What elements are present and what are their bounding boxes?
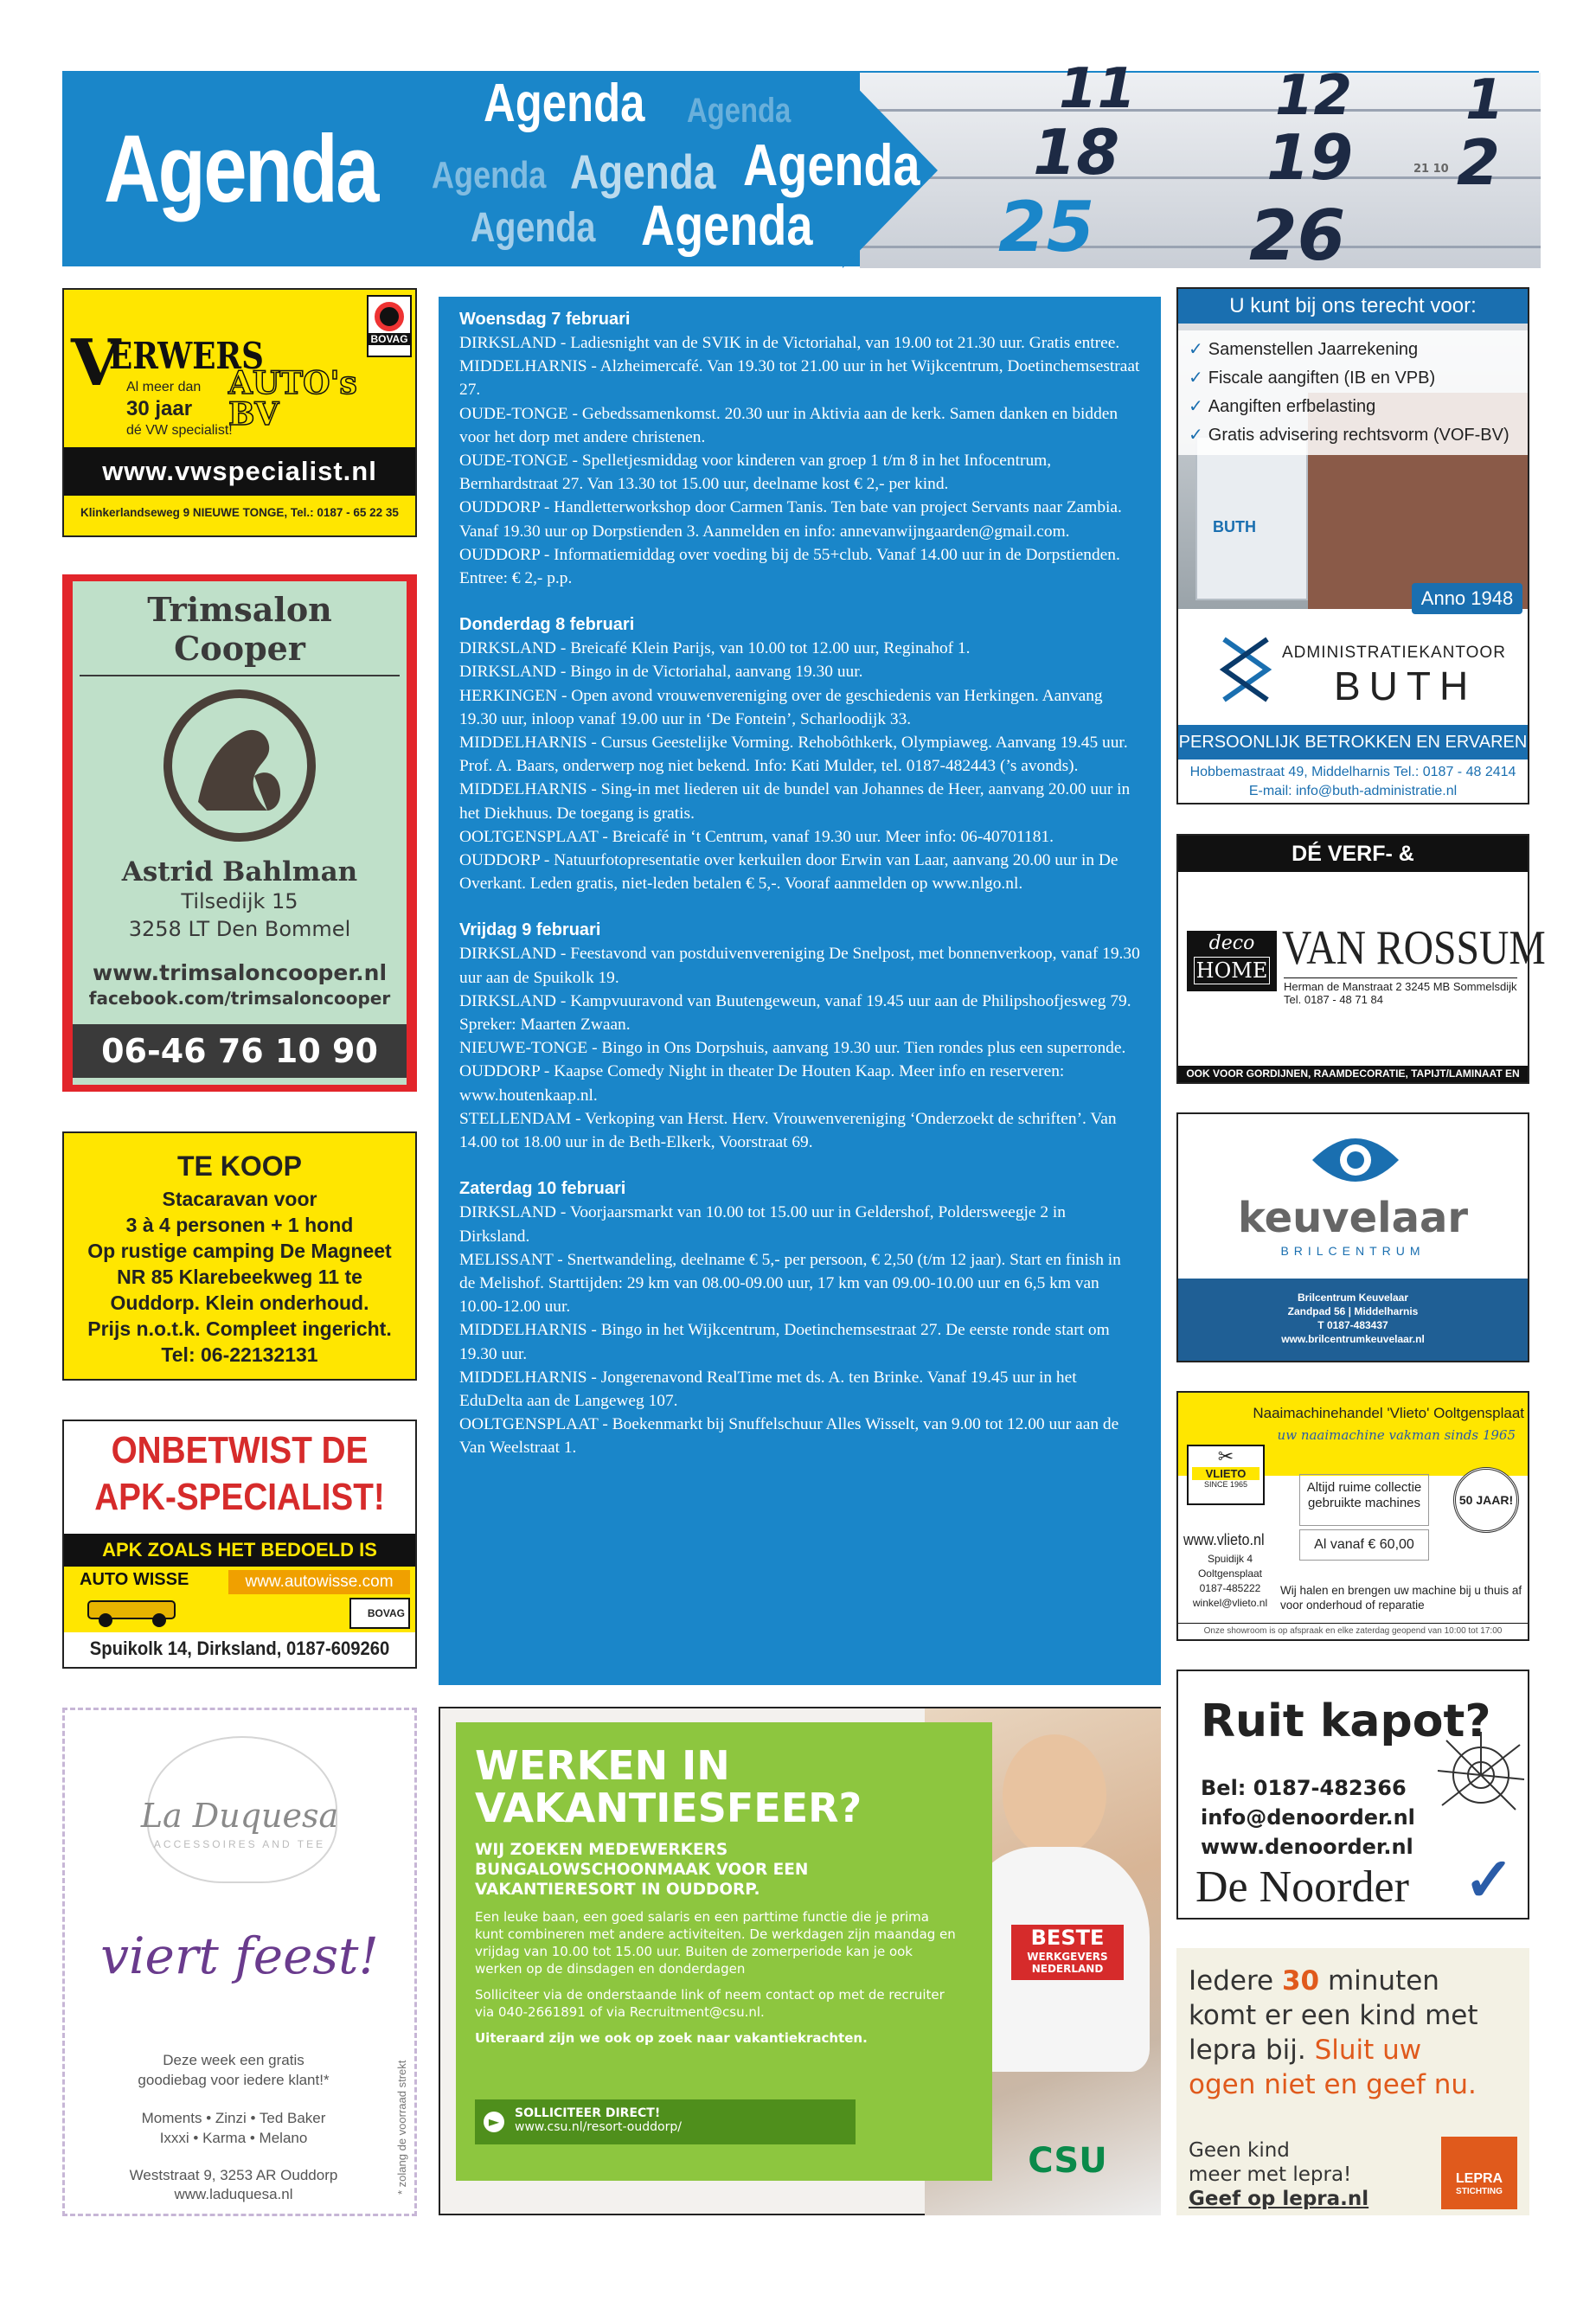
trimsalon-phone[interactable]: 06-46 76 10 90 — [73, 1024, 407, 1078]
vlieto-logo: ✂ VLIETO SINCE 1965 — [1187, 1445, 1265, 1505]
buth-item: Fiscale aangiften (IB en VPB) — [1208, 369, 1436, 388]
noorder-tel: Bel: 0187-482366 — [1201, 1776, 1407, 1800]
buth-name: BUTH — [1334, 663, 1477, 708]
ad-apk[interactable] — [62, 1420, 417, 1669]
vanrossum-tel: Tel. 0187 - 48 71 84 — [1284, 993, 1383, 1006]
trimsalon-owner: Astrid Bahlman — [121, 856, 358, 888]
agenda-day — [459, 1176, 1140, 1459]
vlieto-web[interactable]: www.vlieto.nl — [1183, 1531, 1265, 1548]
sewing-machine-icon: ✂ — [1217, 1445, 1234, 1467]
buth-item: Gratis advisering rechtsvorm (VOF-BV) — [1208, 426, 1509, 445]
arrow-right-icon: ► — [484, 2112, 504, 2132]
vanrossum-address: Herman de Manstraat 2 3245 MB Sommelsdijk — [1284, 977, 1517, 993]
agenda-word: Agenda — [743, 132, 920, 198]
checkmark-icon: ✓ — [1464, 1846, 1515, 1913]
agenda-day — [459, 612, 1140, 895]
ad-van-rossum[interactable] — [1176, 834, 1546, 1096]
agenda-word: Agenda — [484, 74, 645, 133]
duquesa-note: * zolang de voorraad strekt — [395, 2060, 408, 2195]
vanrossum-bottom: OOK VOOR GORDIJNEN, RAAMDECORATIE, TAPIJT/LAMINAAT EN GLAS — [1178, 1066, 1528, 1082]
agenda-item: OUDDORP - Handletterworkshop door Carmen Tanis. Ten bate van project Servants naar Zambia. Vanaf 19.30 uur op Dorpstienden 3. Aanmelden en info: annevanwijngaarden@gmail.com. — [459, 498, 1122, 541]
agenda-item: NIEUWE-TONGE - Bingo in Ons Dorpshuis, aanvang 19.30 uur. Tien rondes plus een superronde. — [459, 1039, 1126, 1058]
calendar-number: 25 — [998, 187, 1095, 267]
keuvelaar-line: T 0187-483437 — [1317, 1319, 1388, 1331]
agenda-item: OUDDORP - Natuurfotopresentatie over kerkuilen door Erwin van Laar, aanvang 20.00 uur in De Overkant. Leden gratis, niet-leden betalen € 5,-. Vooraf aanmelden op www.nlgo.nl. — [459, 851, 1118, 894]
deco-home-logo: deco HOME — [1187, 931, 1277, 991]
buth-logo-icon — [1220, 635, 1272, 704]
vlieto-slogan: uw naaimachine vakman sinds 1965 — [1277, 1427, 1516, 1443]
vanrossum-top: DÉ VERF- & BEHANGSPECIALIST — [1178, 836, 1528, 872]
apk-line2: APK-SPECIALIST! — [94, 1476, 385, 1518]
keuvelaar-name: keuvelaar — [1237, 1194, 1469, 1242]
duquesa-logo: La Duquesa — [140, 1797, 339, 1835]
agenda-word: Agenda — [641, 193, 813, 257]
ad-lepra[interactable]: Iedere 30 minuten komt er een kind met lepra bij. Sluit uw ogen niet en geef nu. Geen kind meer met lepra! Geef op lepra.nl LEPRA STICHTING — [1176, 1948, 1529, 2215]
agenda-word: Agenda — [432, 154, 547, 196]
trimsalon-city: 3258 LT Den Bommel — [128, 917, 351, 941]
agenda-header — [62, 57, 1539, 276]
lepra-logo: LEPRA STICHTING — [1441, 2137, 1517, 2209]
buth-slogan: PERSOONLIJK BETROKKEN EN ERVAREN — [1178, 725, 1528, 760]
agenda-day-title: Donderdag 8 februari — [459, 615, 635, 635]
ad-csu[interactable] — [439, 1707, 1161, 2215]
csu-title: WERKEN IN — [475, 1742, 730, 1789]
vlieto-address: Spuidijk 4 — [1207, 1553, 1253, 1565]
check-icon: ✓ — [1189, 397, 1203, 416]
buth-item: Samenstellen Jaarrekening — [1208, 340, 1419, 359]
vlieto-title: Naaimachinehandel 'Vlieto' Ooltgensplaat — [1253, 1405, 1524, 1421]
verwers-line3: dé VW specialist! — [126, 423, 233, 438]
calendar-small: 21 10 — [1413, 163, 1449, 176]
ad-verwers[interactable] — [62, 288, 417, 537]
tekoop-line: Tel: 06-22132131 — [161, 1343, 318, 1366]
csu-text: Uiteraard zijn we ook op zoek naar vakantiekrachten. — [475, 2030, 868, 2046]
agenda-item: DIRKSLAND - Feestavond van postduivenvereniging De Snelpost, met bonnenverkoop, vanaf 19.30 uur aan de Spuikolk 19. — [459, 945, 1140, 987]
agenda-day — [459, 307, 1140, 590]
duquesa-address: Weststraat 9, 3253 AR Ouddorp — [129, 2167, 338, 2183]
tekoop-line: NR 85 Klarebeekweg 11 te — [117, 1266, 362, 1288]
verwers-v: V — [71, 326, 121, 401]
csu-sub: WIJ ZOEKEN MEDEWERKERS BUNGALOWSCHOONMAAK VOOR EEN VAKANTIERESORT IN OUDDORP. — [475, 1841, 809, 1899]
keuvelaar-line: Brilcentrum Keuvelaar — [1297, 1292, 1409, 1304]
agenda-day — [459, 918, 1140, 1154]
noorder-title: Ruit kapot? — [1201, 1695, 1491, 1747]
vlieto-mail[interactable]: winkel@vlieto.nl — [1192, 1597, 1268, 1609]
lepra-line: ogen niet en geef nu. — [1189, 2069, 1477, 2100]
csu-text: Solliciteer via de onderstaande link of neem contact op met de recruiter via 040-2661891 of via Recruitment@csu.nl. — [475, 1987, 945, 2020]
agenda-item: STELLENDAM - Verkoping van Herst. Herv. Vrouwenvereniging ‘Onderzoekt de schriften’. Van 14.00 tot 18.00 uur in de Beth-Elkerk, Voorstraat 69. — [459, 1109, 1117, 1152]
buth-address: Hobbemastraat 49, Middelharnis Tel.: 0187 - 48 2414 — [1189, 765, 1516, 779]
apk-url[interactable]: www.autowisse.com — [228, 1570, 410, 1594]
apk-brand: AUTO WISSE — [80, 1570, 189, 1589]
agenda-item: MELISSANT - Snertwandeling, deelname € 5,- per persoon, € 2,50 (t/m 12 jaar). Start en finish in de Melishof. Starttijden: 29 km van 08.00-09.00 uur, 17 km van 09.00-10.00 uur en 6,5 km van 10.00-12.00 uur. — [459, 1250, 1121, 1317]
ad-vlieto[interactable] — [1176, 1391, 1529, 1641]
verwers-line2: 30 jaar — [126, 397, 193, 420]
tekoop-line: Op rustige camping De Magneet — [87, 1240, 392, 1262]
apk-line1: ONBETWIST DE — [111, 1429, 369, 1471]
buth-banner: U kunt bij ons terecht voor: — [1178, 289, 1528, 324]
tekoop-line: Stacaravan voor — [162, 1188, 317, 1210]
noorder-mail[interactable]: info@denoorder.nl — [1201, 1805, 1415, 1830]
agenda-item: DIRKSLAND - Voorjaarsmarkt van 10.00 tot 15.00 uur in Geldershof, Poldersweegje 2 in Dirksland. — [459, 1203, 1067, 1246]
tekoop-title: TE KOOP — [176, 1150, 302, 1182]
vlieto-tel: 0187-485222 — [1199, 1582, 1261, 1594]
agenda-item: MIDDELHARNIS - Bingo in het Wijkcentrum, Doetinchemsestraat 27. De eerste ronde start om 19.30 uur. — [459, 1321, 1110, 1363]
vlieto-box: Altijd ruime collectie gebruikte machines — [1299, 1474, 1429, 1526]
agenda-item: OUDE-TONGE - Gebedssamenkomst. 20.30 uur in Aktivia aan de kerk. Samen danken en bidden voor het dorp met andere christenen. — [459, 404, 1118, 446]
agenda-item: MIDDELHARNIS - Sing-in met liederen uit de bundel van Johannes de Heer, aanvang 20.00 uur in het Diekhuus. De toegang is gratis. — [459, 780, 1131, 823]
verwers-line1: Al meer dan — [126, 380, 202, 394]
verwers-address: Klinkerlandseweg 9 NIEUWE TONGE, Tel.: 0187 - 65 22 35 — [80, 506, 399, 519]
jubilee-seal: 50 JAAR! — [1453, 1467, 1519, 1533]
agenda-day-title: Zaterdag 10 februari — [459, 1179, 626, 1199]
page-title: Agenda — [104, 116, 378, 222]
lepra-highlight: 30 — [1281, 1965, 1320, 1997]
agenda-item: OOLTGENSPLAAT - Breicafé in ‘t Centrum, vanaf 19.30 uur. Meer info: 06-40701181. — [459, 827, 1054, 846]
check-icon: ✓ — [1189, 369, 1203, 388]
buth-sign: BUTH — [1213, 518, 1256, 535]
csu-logo: CSU — [1028, 2141, 1107, 2181]
jeep-icon — [80, 1594, 192, 1629]
agenda-item: HERKINGEN - Open avond vrouwenvereniging over de geschiedenis van Herkingen. Aanvang 19.30 uur, inloop vanaf 19.00 uur in ‘De Fontein’, Scharloodijk 33. — [459, 686, 1103, 728]
agenda-item: DIRKSLAND - Kampvuuravond van Buutengeweun, vanaf 19.45 uur aan de Philipshoofjesweg 79. Spreker: Maarten Zwaan. — [459, 991, 1131, 1035]
vlieto-price: Al vanaf € 60,00 — [1299, 1529, 1429, 1561]
calendar-image — [860, 57, 1541, 276]
agenda-word: Agenda — [687, 92, 792, 130]
agenda-day-title: Vrijdag 9 februari — [459, 920, 601, 940]
vlieto-address: Ooltgensplaat — [1197, 1567, 1263, 1580]
keuvelaar-web[interactable]: www.brilcentrumkeuvelaar.nl — [1281, 1333, 1425, 1345]
duquesa-sub: ACCESSOIRES AND TEE — [153, 1838, 326, 1850]
duquesa-offer: Deze week een gratis — [163, 2052, 304, 2068]
vanrossum-name: VAN ROSSUM — [1282, 921, 1546, 975]
trimsalon-web[interactable]: www.trimsaloncooper.nl — [92, 960, 388, 985]
csu-apply-button[interactable]: ► SOLLICITEER DIRECT! www.csu.nl/resort-ouddorp/ — [475, 2099, 856, 2144]
apk-address: Spuikolk 14, Dirksland, 0187-609260 — [89, 1638, 390, 1659]
lepra-slogan: Geen kind — [1189, 2139, 1290, 2162]
trimsalon-title: Trimsalon Cooper — [80, 581, 400, 676]
ad-de-noorder[interactable] — [1176, 1670, 1529, 1920]
apk-strip: APK ZOALS HET BEDOELD IS — [64, 1534, 415, 1567]
noorder-name: De Noorder — [1195, 1862, 1409, 1912]
tekoop-line: Ouddorp. Klein onderhoud. — [110, 1292, 369, 1314]
ad-keuvelaar[interactable] — [1176, 1112, 1529, 1362]
trimsalon-street: Tilsedijk 15 — [181, 889, 298, 913]
calendar-number: 1 — [1465, 68, 1504, 132]
agenda-word: Agenda — [570, 144, 716, 199]
eye-logo-icon — [1308, 1130, 1403, 1190]
csu-title: VAKANTIESFEER? — [475, 1785, 862, 1831]
buth-anno: Anno 1948 — [1412, 583, 1522, 614]
tekoop-line: Prijs n.o.t.k. Compleet ingericht. — [87, 1317, 392, 1340]
calendar-number: 11 — [1059, 57, 1137, 121]
agenda-item: MIDDELHARNIS - Jongerenavond RealTime met ds. A. ten Brinke. Vanaf 19.45 uur in het EduDelta aan de Langeweg 107. — [459, 1368, 1077, 1410]
bovag-badge: BOVAG — [367, 295, 412, 357]
calendar-number: 12 — [1275, 64, 1353, 128]
agenda-word: Agenda — [471, 205, 596, 251]
broken-glass-icon — [1438, 1732, 1524, 1818]
verwers-url[interactable]: www.vwspecialist.nl — [64, 447, 415, 496]
agenda-item: MIDDELHARNIS - Alzheimercafé. Van 19.30 tot 21.00 uur in het Wijkcentrum, Doetinchemsestraat 27. — [459, 357, 1140, 400]
check-icon: ✓ — [1189, 340, 1203, 359]
calendar-number: 26 — [1249, 195, 1346, 276]
ad-te-koop[interactable] — [62, 1131, 417, 1381]
verwers-auto: AUTO's BV — [228, 365, 357, 433]
trimsalon-facebook[interactable]: facebook.com/trimsaloncooper — [88, 988, 391, 1009]
duquesa-web[interactable]: www.laduquesa.nl — [174, 2186, 293, 2202]
check-icon: ✓ — [1189, 426, 1203, 445]
noorder-web[interactable]: www.denoorder.nl — [1201, 1835, 1413, 1859]
agenda-day-title: Woensdag 7 februari — [459, 310, 631, 329]
bovag-badge: BOVAG — [349, 1598, 410, 1629]
duquesa-brands: Ixxxi • Karma • Melano — [159, 2130, 308, 2146]
buth-name: ADMINISTRATIEKANTOOR — [1282, 644, 1506, 662]
agenda-item: DIRKSLAND - Breicafé Klein Parijs, van 10.00 tot 12.00 uur, Reginahof 1. — [459, 639, 971, 658]
verwers-name: ERWERS — [109, 335, 264, 377]
lepra-link[interactable]: Geef op lepra.nl — [1189, 2188, 1369, 2210]
ad-buth[interactable] — [1176, 287, 1529, 804]
calendar-number: 18 — [1033, 116, 1120, 189]
lepra-line: komt er een kind met — [1189, 2000, 1478, 2031]
dog-cat-icon — [163, 689, 316, 842]
csu-text: Een leuke baan, een goed salaris en een parttime functie die je prima kunt combineren met andere activiteiten. De werkdagen zijn maandag en vrijdag van 10.00 tot 15.00 uur. Buiten de zomerperiode kan je ook werken op de dinsdagen en donderdagen — [475, 1909, 956, 1977]
vlieto-service: Wij halen en brengen uw machine bij u thuis af voor onderhoud of reparatie — [1280, 1584, 1522, 1612]
lepra-highlight: Sluit uw — [1314, 2035, 1422, 2066]
vlieto-footer: Onze showroom is op afspraak en elke zaterdag geopend van 10:00 tot 17:00 — [1178, 1623, 1528, 1636]
agenda-listing — [439, 297, 1161, 1685]
duquesa-brands: Moments • Zinzi • Ted Baker — [141, 2110, 326, 2126]
duquesa-feest: viert feest! — [100, 1926, 379, 1985]
calendar-number: 2 — [1457, 126, 1501, 199]
agenda-item: MIDDELHARNIS - Cursus Geestelijke Vorming. Rehobôthkerk, Olympiaweg. Aanvang 19.45 uur. Prof. A. Baars, onderwerp nog niet bekend. Info: Kati Mulder, tel. 0187-482443 (’s avonds). — [459, 734, 1128, 776]
ad-la-duquesa[interactable] — [62, 1708, 417, 2216]
tekoop-line: 3 à 4 personen + 1 hond — [125, 1214, 354, 1236]
agenda-item: OUDDORP - Informatiemiddag over voeding bij de 55+club. Vanaf 14.00 uur in de Dorpstienden. Entree: € 2,- p.p. — [459, 545, 1120, 588]
keuvelaar-sub: BRILCENTRUM — [1280, 1244, 1426, 1258]
buth-email[interactable]: E-mail: info@buth-administratie.nl — [1248, 784, 1458, 798]
agenda-item: OOLTGENSPLAAT - Boekenmarkt bij Snuffelschuur Alles Wisselt, van 9.00 tot 12.00 uur aan de Van Weelstraat 1. — [459, 1415, 1119, 1458]
agenda-item: OUDDORP - Kaapse Comedy Night in theater De Houten Kaap. Meer info en reserveren: www.houtenkaap.nl. — [459, 1062, 1065, 1105]
ad-trimsalon[interactable] — [62, 574, 417, 1092]
duquesa-offer: goodiebag voor iedere klant!* — [138, 2072, 330, 2088]
agenda-item: OUDE-TONGE - Spelletjesmiddag voor kinderen van groep 1 t/m 8 in het Infocentrum, Bernhardstraat 27. Van 13.30 tot 15.00 uur, deelname kost € 2,- per kind. — [459, 452, 1052, 494]
agenda-item: DIRKSLAND - Ladiesnight van de SVIK in de Victoriahal, van 19.00 tot 21.30 uur. Gratis entree. — [459, 334, 1120, 352]
keuvelaar-line: Zandpad 56 | Middelharnis — [1287, 1305, 1419, 1317]
lepra-slogan: meer met lepra! — [1189, 2163, 1352, 2186]
buth-item: Aangiften erfbelasting — [1208, 397, 1376, 416]
agenda-item: DIRKSLAND - Bingo in de Victoriahal, aanvang 19.30 uur. — [459, 663, 863, 682]
beste-werkgevers-badge: BESTE WERKGEVERS NEDERLAND — [1011, 1925, 1124, 1980]
calendar-number: 19 — [1266, 121, 1354, 194]
